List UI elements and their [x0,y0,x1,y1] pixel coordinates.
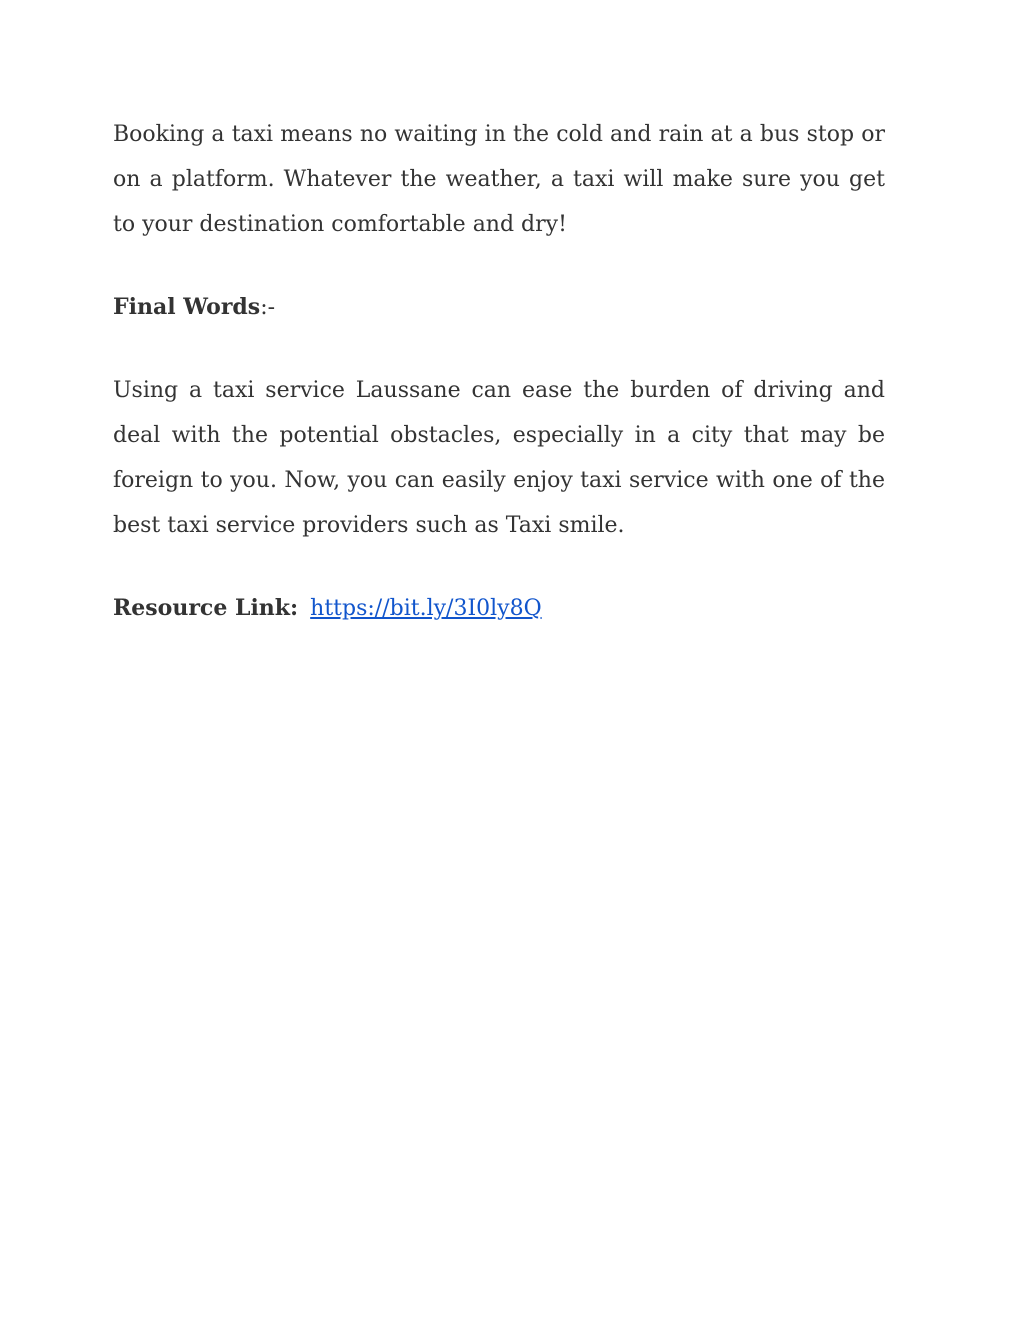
resource-label: Resource Link: [113,595,299,621]
resource-link[interactable]: https://bit.ly/3I0ly8Q [310,596,542,621]
paragraph-booking-taxi: Booking a taxi means no waiting in the cold and rain at a bus stop or on a platform. Whatever the weather, a taxi will make sure you get to your destination comfortable and dry! [113,122,885,237]
heading-bold-text: Final Words [113,294,261,320]
heading-suffix: :- [260,295,276,320]
paragraph-final-words: Using a taxi service Laussane can ease the burden of driving and deal with the potential obstacles, especially in a city that may be foreign to you. Now, you can easily enjoy taxi service with one of the best taxi service providers such as Taxi smile. [113,378,885,538]
document-page [113,112,885,631]
resource-line [113,586,885,631]
section-heading [113,285,885,330]
